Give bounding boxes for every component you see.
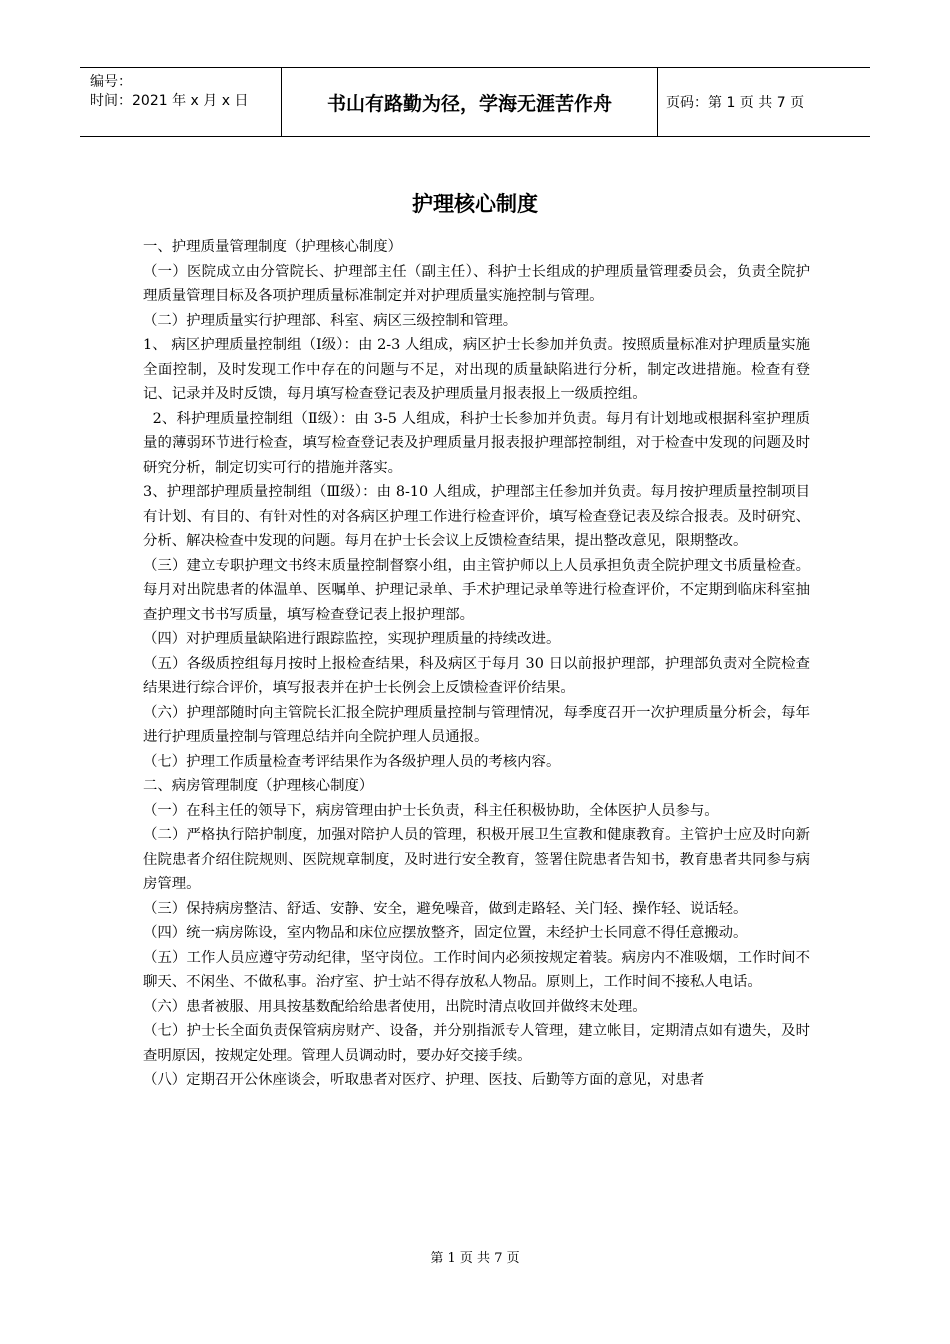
header-motto: 书山有路勤为径，学海无涯苦作舟: [282, 68, 658, 136]
paragraph: （三）建立专职护理文书终末质量控制督察小组，由主管护师以上人员承担负责全院护理文书质量检查。每月对出院患者的体温单、医嘱单、护理记录单、手术护理记录单等进行检查评价，不定期到临床科室抽查护理文书书写质量，填写检查登记表上报护理部。: [143, 557, 810, 623]
paragraph: （五）工作人员应遵守劳动纪律，坚守岗位。工作时间内必须按规定着装。病房内不准吸烟，工作时间不聊天、不闲坐、不做私事。治疗室、护士站不得存放私人物品。原则上，工作时间不接私人电话。: [143, 949, 810, 990]
paragraph: （二）护理质量实行护理部、科室、病区三级控制和管理。: [143, 312, 518, 329]
paragraph: （一）医院成立由分管院长、护理部主任（副主任）、科护士长组成的护理质量管理委员会，负责全院护理质量管理目标及各项护理质量标准制定并对护理质量实施控制与管理。: [143, 263, 810, 304]
header-page-info: 页码：第 1 页 共 7 页: [666, 95, 805, 111]
paragraph: （四）对护理质量缺陷进行跟踪监控，实现护理质量的持续改进。: [143, 631, 561, 647]
paragraph: 一、护理质量管理制度（护理核心制度）: [143, 239, 403, 255]
paragraph: （一）在科主任的领导下，病房管理由护士长负责，科主任积极协助，全体医护人员参与。: [143, 802, 719, 819]
paragraph: （七）护理工作质量检查考评结果作为各级护理人员的考核内容。: [143, 753, 561, 770]
paragraph: 3、护理部护理质量控制组（Ⅲ级）：由 8-10 人组成，护理部主任参加并负责。每月按护理质量控制项目有计划、有目的、有针对性的对各病区护理工作进行检查评价，填写检查登记表及综合报表。及时研究、分析、解决检查中发现的问题。每月在护士长会议上反馈检查结果，提出整改意见，限期整改。: [143, 484, 810, 549]
paragraph: 二、病房管理制度（护理核心制度）: [143, 778, 374, 794]
paragraph: 2、科护理质量控制组（Ⅱ级）：由 3-5 人组成，科护士长参加并负责。每月有计划地或根据科室护理质量的薄弱环节进行检查，填写检查登记表及护理质量月报表报护理部控制组，对于检查中发现的问题及时研究分析，制定切实可行的措施并落实。: [143, 410, 810, 476]
date-label: 时间：2021 年 x 月 x 日: [90, 93, 249, 109]
document-title: 护理核心制度: [412, 192, 538, 216]
paragraph: （六）护理部随时向主管院长汇报全院护理质量控制与管理情况，每季度召开一次护理质量分析会，每年进行护理质量控制与管理总结并向全院护理人员通报。: [143, 704, 810, 745]
paragraph: 1、 病区护理质量控制组（Ⅰ级）：由 2-3 人组成，病区护士长参加并负责。按照质量标准对护理质量实施全面控制，及时发现工作中存在的问题与不足，对出现的质量缺陷进行分析，制定改进措施。检查有登记、记录并及时反馈，每月填写检查登记表及护理质量月报表报上一级质控组。: [143, 337, 810, 402]
paragraph: （五）各级质控组每月按时上报检查结果，科及病区于每月 30 日以前报护理部，护理部负责对全院检查结果进行综合评价，填写报表并在护士长例会上反馈检查评价结果。: [143, 655, 810, 696]
document-body: [143, 235, 810, 1093]
header-meta: [80, 68, 282, 136]
paragraph: （二）严格执行陪护制度，加强对陪护人员的管理，积极开展卫生宣教和健康教育。主管护士应及时向新住院患者介绍住院规则、医院规章制度，及时进行安全教育，签署住院患者告知书，教育患者共同参与病房管理。: [143, 827, 810, 892]
paragraph: （六）患者被服、用具按基数配给给患者使用，出院时清点收回并做终末处理。: [143, 998, 647, 1015]
paragraph: （八）定期召开公休座谈会，听取患者对医疗、护理、医技、后勤等方面的意见，对患者: [143, 1072, 705, 1088]
number-label: 编号：: [90, 74, 132, 90]
paragraph: （七）护士长全面负责保管病房财产、设备，并分别指派专人管理，建立帐目，定期清点如有遗失，及时查明原因，按规定处理。管理人员调动时，要办好交接手续。: [143, 1023, 810, 1064]
page-footer: 第 1 页 共 7 页: [430, 1251, 520, 1266]
paragraph: （四）统一病房陈设，室内物品和床位应摆放整齐，固定位置，未经护士长同意不得任意搬动。: [143, 925, 748, 941]
paragraph: （三）保持病房整洁、舒适、安静、安全，避免噪音，做到走路轻、关门轻、操作轻、说话轻。: [143, 900, 748, 917]
page-header: [80, 67, 870, 137]
